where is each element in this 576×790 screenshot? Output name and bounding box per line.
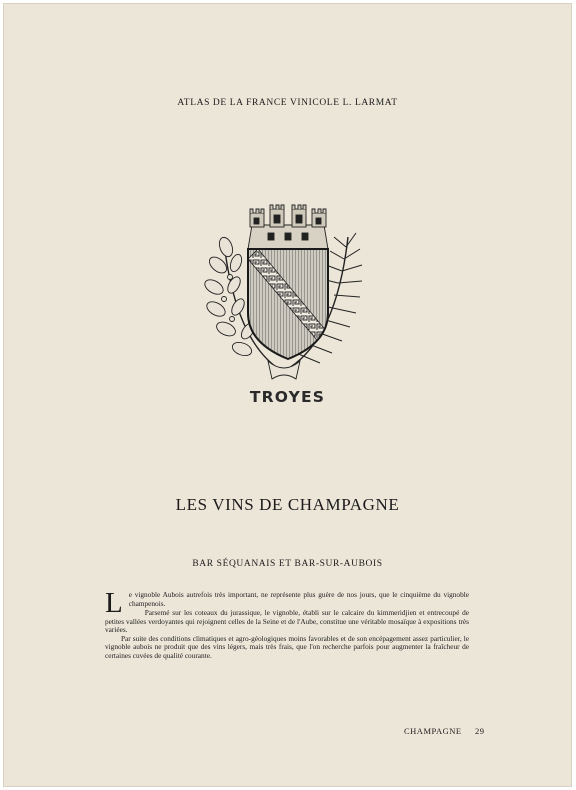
- body-text: [105, 587, 469, 661]
- page-number: 29: [475, 726, 485, 736]
- document-page: [3, 3, 572, 787]
- paragraph: Parsemé sur les coteaux du jurassique, le vignoble, établi sur le calcaire du kimmeridjien et entrecoupé de petites vallées verdoyantes qui rejoignent celles de la Seine et de l'Aube, constitue une véritable mosaïque à expositions très variées.: [105, 608, 469, 635]
- paragraph-text: e vignoble Aubois autrefois très important, ne représente plus guère de nos jours, que le cinquième du vignoble champenois.: [128, 590, 469, 608]
- shield: [248, 249, 328, 361]
- paragraph: [105, 587, 469, 619]
- section-subtitle: BAR SÉQUANAIS ET BAR-SUR-AUBOIS: [192, 559, 383, 569]
- page-title: LES VINS DE CHAMPAGNE: [175, 495, 400, 514]
- footer-section-title: CHAMPAGNE: [404, 726, 462, 736]
- coat-of-arms-icon: [196, 203, 366, 393]
- mural-crown: [248, 205, 328, 249]
- city-name: TROYES: [249, 388, 326, 406]
- paragraph: Par suite des conditions climatiques et agro-géologiques moins favorables et de son encépagement assez particulier, le vignoble aubois ne produit que des vins légers, mais très frais, que l'on recherche parfois pour augmenter la fraîcheur de certaines cuvées de qualité courante.: [105, 633, 469, 660]
- running-header: ATLAS DE LA FRANCE VINICOLE L. LARMAT: [177, 98, 398, 108]
- drop-cap: L: [105, 587, 123, 619]
